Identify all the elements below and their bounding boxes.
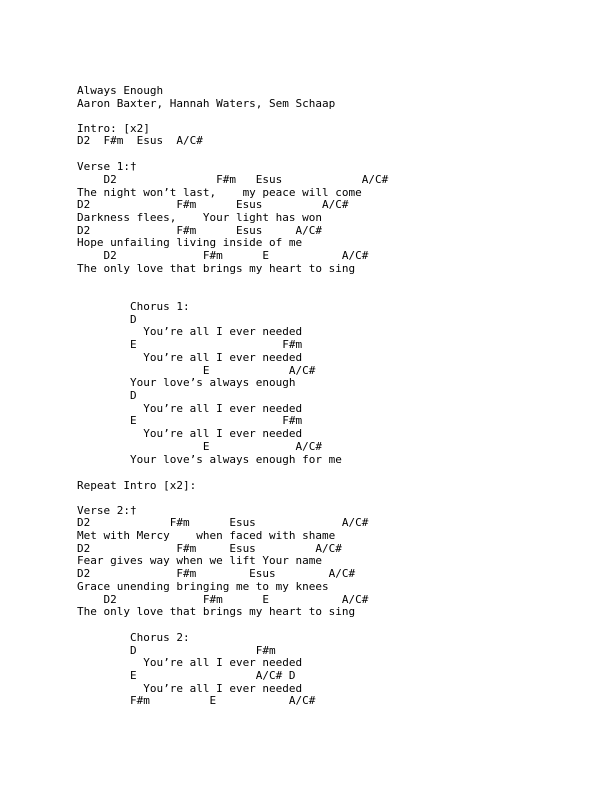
lyric-line: Darkness flees, Your light has won — [77, 211, 323, 224]
chord-line: D2 F#m E A/C# — [77, 249, 369, 262]
chord-line: D2 F#m Esus A/C# — [77, 224, 323, 237]
song-authors: Aaron Baxter, Hannah Waters, Sem Schaap — [77, 97, 336, 110]
lyric-line: Fear gives way when we lift Your name — [77, 554, 323, 567]
lyric-line: You’re all I ever needed — [77, 351, 303, 364]
lyric-line: The only love that brings my heart to sing — [77, 605, 356, 618]
section-heading: Chorus 1: — [77, 300, 190, 313]
lyric-line: Your love’s always enough — [77, 376, 296, 389]
chord-line: E A/C# — [77, 440, 323, 453]
lyric-line: You’re all I ever needed — [77, 682, 303, 695]
lyric-line: You’re all I ever needed — [77, 656, 303, 669]
lyric-line: You’re all I ever needed — [77, 427, 303, 440]
chord-line: D — [77, 313, 137, 326]
lyric-line: You’re all I ever needed — [77, 325, 303, 338]
chord-line: D2 F#m E A/C# — [77, 593, 369, 606]
section-heading: Repeat Intro [x2]: — [77, 479, 197, 492]
lyric-line: The only love that brings my heart to sing — [77, 262, 356, 275]
chord-line: D2 F#m Esus A/C# — [77, 516, 369, 529]
chord-line: D2 F#m Esus A/C# — [77, 542, 342, 555]
chord-line: E F#m — [77, 414, 303, 427]
chord-line: D2 F#m Esus A/C# — [77, 567, 356, 580]
lyric-line: The night won’t last, my peace will come — [77, 186, 362, 199]
chord-line: D F#m — [77, 644, 276, 657]
section-heading: Chorus 2: — [77, 631, 190, 644]
chord-line: E A/C# — [77, 364, 316, 377]
chord-line: D — [77, 389, 137, 402]
lyric-line: You’re all I ever needed — [77, 402, 303, 415]
chord-line: D2 F#m Esus A/C# — [77, 134, 203, 147]
lyric-line: Grace unending bringing me to my knees — [77, 580, 329, 593]
song-title: Always Enough — [77, 84, 164, 97]
chord-line: E A/C# D — [77, 669, 296, 682]
section-heading: Intro: [x2] — [77, 122, 150, 135]
chord-line: D2 F#m Esus A/C# — [77, 173, 389, 186]
lyric-line: Met with Mercy when faced with shame — [77, 529, 336, 542]
lyric-line: Your love’s always enough for me — [77, 453, 342, 466]
chord-line: F#m E A/C# — [77, 694, 316, 707]
chord-line: E F#m — [77, 338, 303, 351]
section-heading: Verse 1:† — [77, 160, 137, 173]
section-heading: Verse 2:† — [77, 504, 137, 517]
lyric-line: Hope unfailing living inside of me — [77, 236, 303, 249]
chord-line: D2 F#m Esus A/C# — [77, 198, 349, 211]
